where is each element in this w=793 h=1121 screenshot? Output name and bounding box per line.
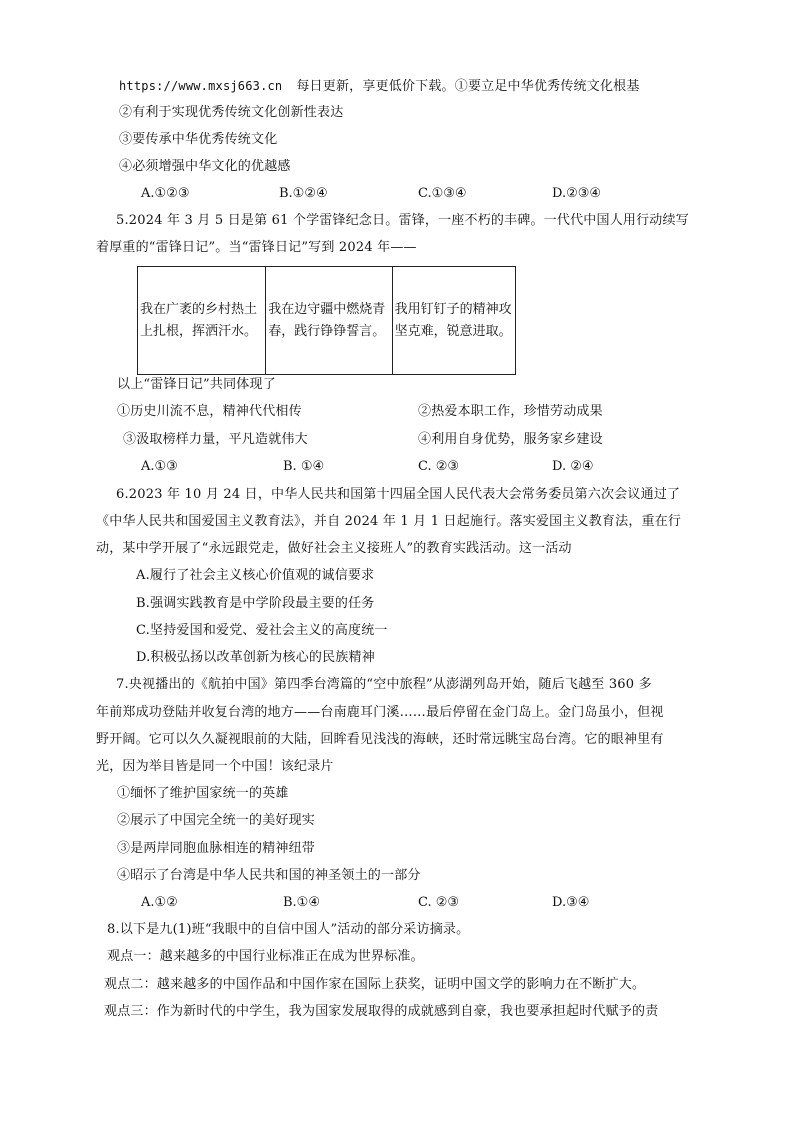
q4-item-2: ②有利于实现优秀传统文化创新性表达 xyxy=(119,105,344,120)
diary-cell-2: 我在边守疆中燃烧青春，践行铮铮誓言。 xyxy=(266,267,392,375)
q7-stem-line-3: 野开阔。它可以久久凝视眼前的大陆，回眸看见浅浅的海峡，还时常远眺宝岛台湾。它的眼神里有 xyxy=(96,732,664,747)
q6-option-c: C.坚持爱国和爱党、爱社会主义的高度统一 xyxy=(136,623,388,638)
q5-stem-line-2: 着厚重的“雷锋日记”。当“雷锋日记”写到 2024 年—— xyxy=(96,240,417,255)
q5-item-4: ④利用自身优势，服务家乡建设 xyxy=(418,432,603,447)
q4-item-3: ③要传承中华优秀传统文化 xyxy=(119,132,278,147)
q7-stem-line-2: 年前郑成功登陆并收复台湾的地方——台南鹿耳门溪……最后停留在金门岛上。金门岛虽小，但视 xyxy=(96,705,664,720)
q7-item-3: ③是两岸同胞血脉相连的精神纽带 xyxy=(117,841,316,856)
q5-item-2: ②热爱本职工作，珍惜劳动成果 xyxy=(418,404,603,419)
lei-feng-diary-table xyxy=(137,266,516,375)
q6-option-b: B.强调实践教育是中学阶段最主要的任务 xyxy=(136,596,375,611)
q8-view-1: 观点一：越来越多的中国行业标准正在成为世界标准。 xyxy=(107,949,424,964)
q5-option-d: D. ②④ xyxy=(552,459,594,474)
q6-option-a: A.履行了社会主义核心价值观的诚信要求 xyxy=(136,568,375,583)
q6-stem-line-2: 《中华人民共和国爱国主义教育法》，并自 2024 年 1 月 1 日起施行。落实爱国主义教育法，重在行 xyxy=(96,514,682,529)
q5-option-b: B. ①④ xyxy=(283,459,325,474)
q7-item-4: ④昭示了台湾是中华人民共和国的神圣领土的一部分 xyxy=(117,868,421,883)
q5-stem-line-1: 5.2024 年 3 月 5 日是第 61 个学雷锋纪念日。雷锋，一座不朽的丰碑。一代代中国人用行动续写 xyxy=(116,213,689,228)
website-url: https://www.mxsj663.cn xyxy=(119,79,283,93)
q7-option-a: A.①② xyxy=(141,895,178,910)
q5-question: 以上“雷锋日记”共同体现了 xyxy=(117,377,276,392)
q6-option-d: D.积极弘扬以改革创新为核心的民族精神 xyxy=(136,650,375,665)
q4-item-1: ①要立足中华优秀传统文化根基 xyxy=(454,79,640,94)
q4-option-b: B.①②④ xyxy=(279,186,328,201)
q4-header-line xyxy=(119,77,640,96)
q7-item-1: ①缅怀了维护国家统一的英雄 xyxy=(117,786,289,801)
q5-item-1: ①历史川流不息，精神代代相传 xyxy=(117,404,302,419)
diary-cell-1: 我在广袤的乡村热土上扎根，挥洒汗水。 xyxy=(138,267,266,375)
q6-stem-line-3: 动，某中学开展了“永远跟党走，做好社会主义接班人”的教育实践活动。这一活动 xyxy=(96,541,572,556)
q4-option-a: A.①②③ xyxy=(141,186,190,201)
promo-text: 每日更新，享更低价下载。 xyxy=(296,79,455,94)
q8-view-3: 观点三：作为新时代的中学生，我为国家发展取得的成就感到自豪，我也要承担起时代赋予的责 xyxy=(104,1004,659,1019)
q7-stem-line-1: 7.央视播出的《航拍中国》第四季台湾篇的“空中旅程”从澎湖列岛开始，随后飞越至 360 多 xyxy=(116,677,652,692)
q5-option-c: C. ②③ xyxy=(418,459,460,474)
q8-view-2: 观点二：越来越多的中国作品和中国作家在国际上获奖，证明中国文学的影响力在不断扩大。 xyxy=(104,977,646,992)
q8-stem: 8.以下是九(1)班“我眼中的自信中国人”活动的部分采访摘录。 xyxy=(107,922,470,937)
q7-item-2: ②展示了中国完全统一的美好现实 xyxy=(117,813,316,828)
q5-item-3: ③汲取榜样力量，平凡造就伟大 xyxy=(123,432,308,447)
q7-option-c: C. ②③ xyxy=(418,895,460,910)
q4-option-d: D.②③④ xyxy=(552,186,602,201)
q5-option-a: A.①③ xyxy=(141,459,178,474)
q4-option-c: C.①③④ xyxy=(418,186,467,201)
q4-item-4: ④必须增强中华文化的优越感 xyxy=(119,159,291,174)
q7-option-d: D.③④ xyxy=(552,895,590,910)
q7-stem-line-4: 光，因为举目皆是同一个中国！该纪录片 xyxy=(96,759,334,774)
q6-stem-line-1: 6.2023 年 10 月 24 日，中华人民共和国第十四届全国人民代表大会常务委员第六次会议通过了 xyxy=(116,487,681,502)
q7-option-b: B.①④ xyxy=(283,895,320,910)
diary-cell-3: 我用钉钉子的精神攻坚克难，锐意进取。 xyxy=(392,267,515,375)
